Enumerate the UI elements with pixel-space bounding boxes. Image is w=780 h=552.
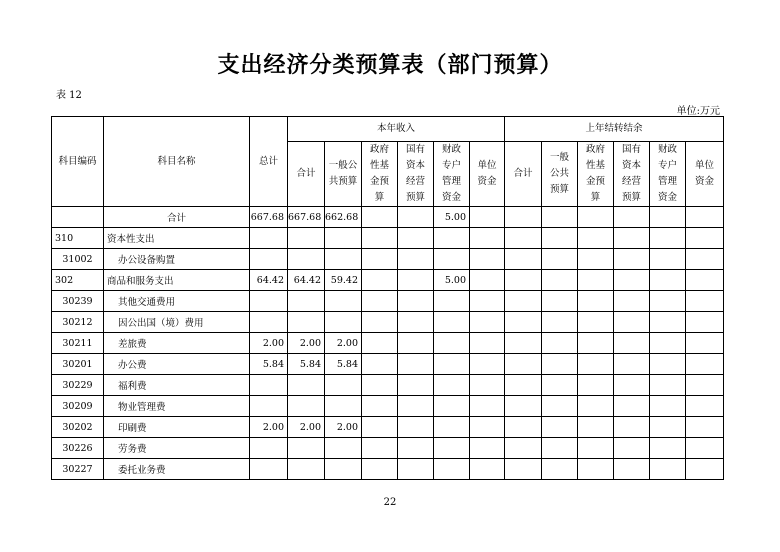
table-number: 表 12 (56, 90, 82, 101)
cell-prior-3 (614, 396, 650, 417)
cell-prior-5 (686, 207, 724, 228)
current-col-2-line: 算 (374, 192, 385, 203)
unit-label: 单位:万元 (676, 106, 720, 117)
cell-prior-2 (578, 417, 614, 438)
current-col-4-line: 专户 (441, 160, 461, 171)
prior-col-2 (578, 142, 614, 207)
cell-cur-general: 2.00 (325, 417, 362, 438)
cell-code: 30226 (52, 438, 104, 459)
page-title: 支出经济分类预算表（部门预算） (217, 52, 563, 78)
cell-total (250, 249, 288, 270)
cell-cur-general (325, 375, 362, 396)
cell-cur-state (398, 438, 434, 459)
cell-cur-state (398, 249, 434, 270)
cell-cur-fund (362, 270, 398, 291)
prior-col-3 (614, 142, 650, 207)
header-current-income: 本年收入 (288, 117, 505, 142)
cell-cur-unit (470, 207, 505, 228)
cell-cur-special (434, 459, 470, 480)
cell-prior-3 (614, 228, 650, 249)
cell-prior-4 (650, 354, 686, 375)
cell-prior-4 (650, 207, 686, 228)
cell-prior-0 (505, 375, 542, 396)
cell-prior-2 (578, 207, 614, 228)
table-row (52, 459, 724, 480)
cell-prior-1 (542, 396, 578, 417)
cell-cur-sum (288, 438, 325, 459)
cell-code (52, 207, 104, 228)
prior-col-4-line: 专户 (658, 160, 678, 171)
cell-cur-unit (470, 396, 505, 417)
cell-cur-fund (362, 249, 398, 270)
cell-prior-5 (686, 228, 724, 249)
cell-prior-4 (650, 249, 686, 270)
prior-col-1-line: 一般 (550, 152, 570, 163)
cell-prior-4 (650, 438, 686, 459)
cell-name: 差旅费 (104, 333, 250, 354)
cell-name: 因公出国（境）费用 (104, 312, 250, 333)
page-number: 22 (383, 497, 397, 508)
cell-cur-general (325, 438, 362, 459)
current-col-4-line: 管理 (441, 176, 461, 187)
cell-code: 30227 (52, 459, 104, 480)
cell-prior-1 (542, 312, 578, 333)
cell-cur-special (434, 438, 470, 459)
cell-cur-state (398, 354, 434, 375)
cell-prior-2 (578, 396, 614, 417)
cell-total: 2.00 (250, 417, 288, 438)
cell-cur-state (398, 333, 434, 354)
table-row (52, 333, 724, 354)
cell-cur-unit (470, 228, 505, 249)
cell-total (250, 396, 288, 417)
cell-cur-sum (288, 291, 325, 312)
cell-cur-state (398, 207, 434, 228)
cell-cur-sum (288, 249, 325, 270)
table-row (52, 312, 724, 333)
cell-total: 2.00 (250, 333, 288, 354)
cell-prior-0 (505, 249, 542, 270)
cell-cur-unit (470, 375, 505, 396)
cell-prior-5 (686, 354, 724, 375)
table-row (52, 207, 724, 228)
cell-prior-3 (614, 291, 650, 312)
cell-prior-0 (505, 228, 542, 249)
table-row (52, 354, 724, 375)
cell-cur-sum (288, 459, 325, 480)
cell-prior-4 (650, 396, 686, 417)
cell-prior-4 (650, 228, 686, 249)
cell-cur-fund (362, 333, 398, 354)
cell-prior-5 (686, 333, 724, 354)
cell-cur-general: 59.42 (325, 270, 362, 291)
cell-prior-1 (542, 375, 578, 396)
cell-prior-2 (578, 438, 614, 459)
cell-cur-state (398, 375, 434, 396)
cell-prior-1 (542, 270, 578, 291)
prior-col-0-line: 合计 (513, 168, 533, 179)
table-row (52, 291, 724, 312)
cell-prior-2 (578, 228, 614, 249)
cell-code: 30239 (52, 291, 104, 312)
cell-cur-general (325, 249, 362, 270)
current-col-5-line: 单位 (477, 160, 497, 171)
cell-cur-special (434, 228, 470, 249)
cell-prior-5 (686, 417, 724, 438)
cell-name: 委托业务费 (104, 459, 250, 480)
cell-total: 667.68 (250, 207, 288, 228)
cell-cur-sum (288, 396, 325, 417)
cell-cur-general: 5.84 (325, 354, 362, 375)
cell-cur-state (398, 417, 434, 438)
cell-cur-general (325, 291, 362, 312)
cell-prior-3 (614, 459, 650, 480)
cell-code: 30212 (52, 312, 104, 333)
cell-cur-state (398, 270, 434, 291)
cell-cur-special: 5.00 (434, 270, 470, 291)
cell-prior-4 (650, 459, 686, 480)
current-col-0-line: 合计 (296, 168, 316, 179)
cell-cur-special (434, 375, 470, 396)
prior-col-4-line: 管理 (658, 176, 678, 187)
cell-prior-3 (614, 207, 650, 228)
cell-cur-unit (470, 291, 505, 312)
cell-cur-sum (288, 312, 325, 333)
cell-cur-unit (470, 459, 505, 480)
cell-prior-3 (614, 354, 650, 375)
cell-name: 物业管理费 (104, 396, 250, 417)
table-body (52, 207, 724, 480)
cell-cur-state (398, 291, 434, 312)
cell-cur-special (434, 396, 470, 417)
current-col-1 (325, 142, 362, 207)
current-col-0 (288, 142, 325, 207)
current-col-4-line: 资金 (441, 192, 461, 203)
cell-prior-4 (650, 417, 686, 438)
cell-cur-unit (470, 249, 505, 270)
cell-cur-fund (362, 375, 398, 396)
prior-col-2-line: 政府 (586, 144, 606, 155)
current-col-3-line: 经营 (405, 176, 425, 187)
cell-code: 31002 (52, 249, 104, 270)
cell-cur-general: 2.00 (325, 333, 362, 354)
cell-cur-special (434, 417, 470, 438)
cell-prior-2 (578, 333, 614, 354)
cell-total (250, 438, 288, 459)
prior-col-4 (650, 142, 686, 207)
table-row (52, 249, 724, 270)
cell-prior-5 (686, 438, 724, 459)
cell-code: 302 (52, 270, 104, 291)
cell-cur-unit (470, 333, 505, 354)
cell-cur-fund (362, 228, 398, 249)
cell-prior-1 (542, 354, 578, 375)
cell-name: 商品和服务支出 (104, 270, 250, 291)
header-prior-balance: 上年结转结余 (505, 117, 724, 142)
cell-prior-2 (578, 459, 614, 480)
cell-total (250, 291, 288, 312)
cell-code: 30209 (52, 396, 104, 417)
cell-cur-fund (362, 291, 398, 312)
cell-prior-5 (686, 375, 724, 396)
cell-total (250, 375, 288, 396)
prior-col-0 (505, 142, 542, 207)
cell-cur-fund (362, 396, 398, 417)
prior-col-5-line: 资金 (695, 176, 715, 187)
cell-prior-4 (650, 375, 686, 396)
current-col-1-line: 一般公 (328, 160, 358, 171)
table-row (52, 270, 724, 291)
cell-prior-5 (686, 459, 724, 480)
prior-col-1-line: 预算 (550, 184, 570, 195)
current-col-3 (398, 142, 434, 207)
cell-prior-4 (650, 270, 686, 291)
cell-code: 30202 (52, 417, 104, 438)
cell-prior-5 (686, 270, 724, 291)
cell-prior-0 (505, 291, 542, 312)
cell-cur-general (325, 312, 362, 333)
cell-cur-special (434, 312, 470, 333)
cell-prior-3 (614, 438, 650, 459)
current-col-5 (470, 142, 505, 207)
cell-prior-2 (578, 375, 614, 396)
cell-cur-state (398, 396, 434, 417)
cell-cur-general (325, 459, 362, 480)
current-col-3-line: 国有 (405, 144, 425, 155)
cell-prior-3 (614, 249, 650, 270)
cell-cur-sum (288, 375, 325, 396)
prior-col-3-line: 国有 (622, 144, 642, 155)
cell-prior-0 (505, 417, 542, 438)
cell-name: 合计 (104, 207, 250, 228)
current-col-3-line: 资本 (405, 160, 425, 171)
cell-cur-unit (470, 354, 505, 375)
cell-prior-3 (614, 333, 650, 354)
table-row (52, 417, 724, 438)
cell-code: 30211 (52, 333, 104, 354)
cell-prior-5 (686, 396, 724, 417)
cell-prior-1 (542, 228, 578, 249)
cell-prior-5 (686, 291, 724, 312)
cell-prior-2 (578, 249, 614, 270)
prior-col-4-line: 财政 (658, 144, 678, 155)
cell-cur-sum: 2.00 (288, 333, 325, 354)
cell-prior-3 (614, 270, 650, 291)
cell-prior-2 (578, 312, 614, 333)
cell-prior-0 (505, 312, 542, 333)
cell-cur-unit (470, 417, 505, 438)
cell-prior-1 (542, 207, 578, 228)
cell-cur-fund (362, 312, 398, 333)
cell-prior-3 (614, 312, 650, 333)
cell-cur-fund (362, 459, 398, 480)
cell-name: 其他交通费用 (104, 291, 250, 312)
header-subject-code: 科目编码 (52, 117, 104, 207)
cell-prior-0 (505, 270, 542, 291)
cell-name: 劳务费 (104, 438, 250, 459)
cell-prior-3 (614, 417, 650, 438)
cell-prior-0 (505, 438, 542, 459)
current-col-5-line: 资金 (477, 176, 497, 187)
cell-name: 资本性支出 (104, 228, 250, 249)
prior-col-3-line: 经营 (622, 176, 642, 187)
cell-prior-2 (578, 354, 614, 375)
cell-prior-4 (650, 291, 686, 312)
current-col-1-line: 共预算 (328, 176, 358, 187)
cell-prior-1 (542, 291, 578, 312)
prior-col-2-line: 性基 (586, 160, 606, 171)
current-col-2-line: 性基 (369, 160, 389, 171)
cell-cur-unit (470, 438, 505, 459)
cell-cur-special (434, 333, 470, 354)
budget-table (51, 116, 724, 480)
cell-prior-1 (542, 249, 578, 270)
cell-cur-fund (362, 438, 398, 459)
cell-code: 30229 (52, 375, 104, 396)
current-col-2-line: 金预 (369, 176, 389, 187)
prior-col-5-line: 单位 (695, 160, 715, 171)
cell-total (250, 228, 288, 249)
cell-cur-general: 662.68 (325, 207, 362, 228)
prior-col-2-line: 金预 (586, 176, 606, 187)
table-row (52, 228, 724, 249)
cell-cur-special (434, 354, 470, 375)
cell-name: 办公设备购置 (104, 249, 250, 270)
cell-cur-general (325, 396, 362, 417)
prior-col-3-line: 资本 (622, 160, 642, 171)
cell-prior-2 (578, 270, 614, 291)
cell-prior-5 (686, 312, 724, 333)
cell-prior-3 (614, 375, 650, 396)
cell-cur-fund (362, 207, 398, 228)
prior-col-1 (542, 142, 578, 207)
cell-cur-state (398, 459, 434, 480)
cell-prior-0 (505, 396, 542, 417)
prior-col-1-line: 公共 (550, 168, 570, 179)
current-col-4-line: 财政 (441, 144, 461, 155)
cell-name: 办公费 (104, 354, 250, 375)
cell-cur-unit (470, 312, 505, 333)
current-col-2 (362, 142, 398, 207)
cell-cur-fund (362, 417, 398, 438)
cell-cur-general (325, 228, 362, 249)
cell-cur-sum (288, 228, 325, 249)
header-subject-name: 科目名称 (104, 117, 250, 207)
header-total: 总计 (250, 117, 288, 207)
cell-name: 印刷费 (104, 417, 250, 438)
cell-code: 310 (52, 228, 104, 249)
cell-prior-0 (505, 207, 542, 228)
cell-cur-special (434, 249, 470, 270)
cell-prior-1 (542, 438, 578, 459)
table-row (52, 438, 724, 459)
cell-name: 福利费 (104, 375, 250, 396)
current-col-3-line: 预算 (405, 192, 425, 203)
prior-col-4-line: 资金 (658, 192, 678, 203)
current-col-2-line: 政府 (369, 144, 389, 155)
cell-total: 5.84 (250, 354, 288, 375)
cell-prior-1 (542, 459, 578, 480)
table-header (52, 117, 724, 207)
cell-cur-state (398, 228, 434, 249)
cell-prior-2 (578, 291, 614, 312)
cell-cur-unit (470, 270, 505, 291)
prior-col-2-line: 算 (590, 192, 601, 203)
cell-total (250, 459, 288, 480)
cell-prior-4 (650, 333, 686, 354)
table-row (52, 375, 724, 396)
current-col-4 (434, 142, 470, 207)
cell-cur-state (398, 312, 434, 333)
cell-total: 64.42 (250, 270, 288, 291)
cell-prior-0 (505, 333, 542, 354)
cell-prior-0 (505, 459, 542, 480)
cell-prior-5 (686, 249, 724, 270)
cell-cur-sum: 667.68 (288, 207, 325, 228)
prior-col-3-line: 预算 (622, 192, 642, 203)
table-row (52, 396, 724, 417)
cell-prior-0 (505, 354, 542, 375)
cell-cur-special (434, 291, 470, 312)
cell-cur-sum: 64.42 (288, 270, 325, 291)
prior-col-5 (686, 142, 724, 207)
cell-code: 30201 (52, 354, 104, 375)
cell-prior-1 (542, 417, 578, 438)
cell-cur-sum: 2.00 (288, 417, 325, 438)
cell-cur-fund (362, 354, 398, 375)
cell-prior-4 (650, 312, 686, 333)
cell-prior-1 (542, 333, 578, 354)
cell-cur-sum: 5.84 (288, 354, 325, 375)
cell-total (250, 312, 288, 333)
cell-cur-special: 5.00 (434, 207, 470, 228)
